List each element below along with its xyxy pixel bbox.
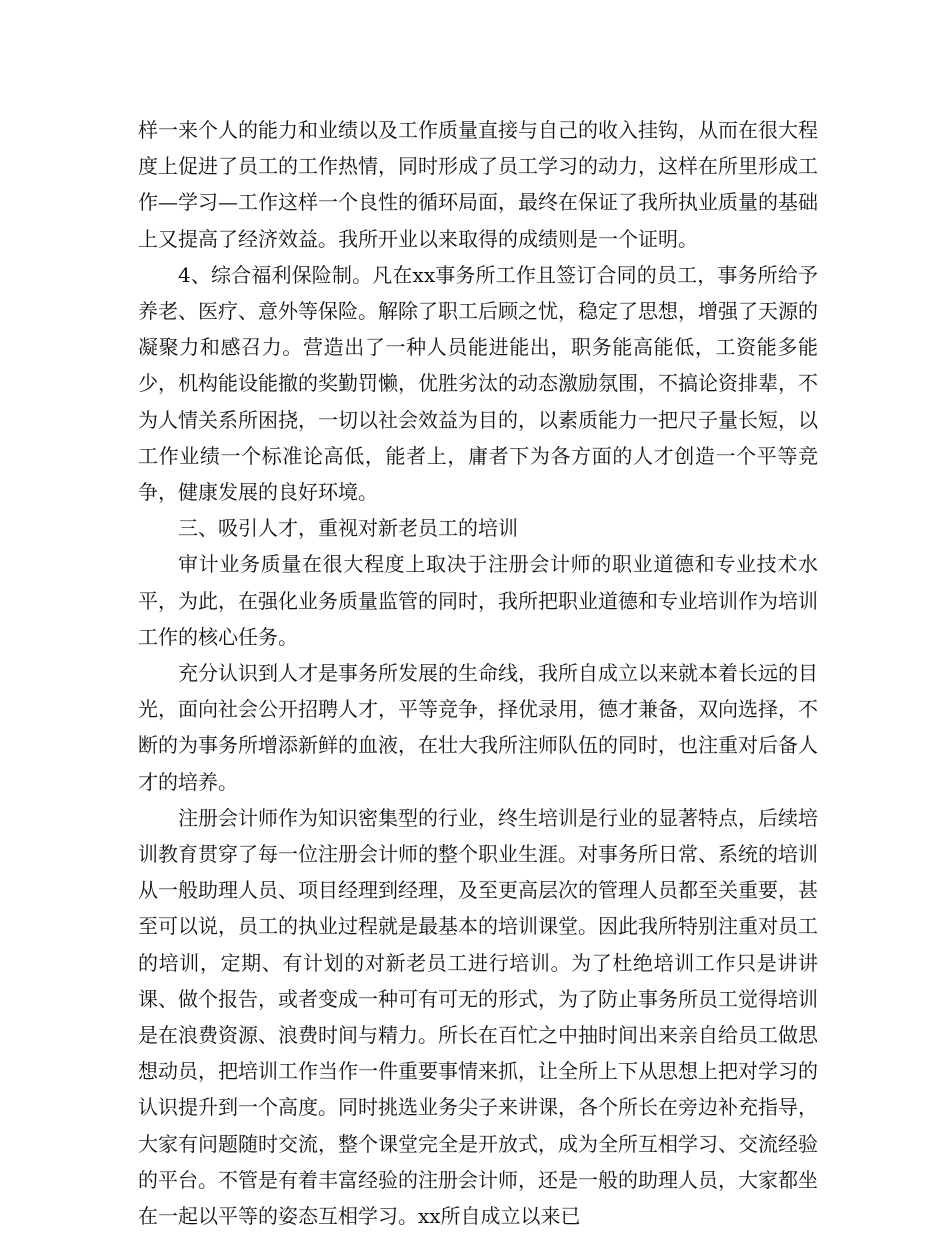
paragraph-audit-quality: 审计业务质量在很大程度上取决于注册会计师的职业道德和专业技术水平，为此，在强化业务质量监管的同时，我所把职业道德和专业培训作为培训工作的核心任务。 — [138, 552, 818, 649]
section-heading-talent-training: 三、吸引人才，重视对新老员工的培训 — [178, 516, 518, 541]
paragraph-welfare-insurance: 4、综合福利保险制。凡在xx事务所工作且签订合同的员工，事务所给予养老、医疗、意外等保险。解除了职工后顾之忧，稳定了思想，增强了天源的凝聚力和感召力。营造出了一种人员能进能出，职务能高能低，工资能多能少，机构能设能撤的奖勤罚懒，优胜劣汰的动态激励氛围，不搞论资排辈，不为人情关系所困挠，一切以社会效益为目的，以素质能力一把尺子量长短，以工作业绩一个标准论高低，能者上，庸者下为各方面的人才创造一个平等竞争，健康发展的良好环境。 — [138, 262, 818, 505]
paragraph-continuation: 样一来个人的能力和业绩以及工作质量直接与自己的收入挂钩，从而在很大程度上促进了员工的工作热情，同时形成了员工学习的动力，这样在所里形成工作—学习—工作这样一个良性的循环局面，最终在保证了我所执业质量的基础上又提高了经济效益。我所开业以来取得的成绩则是一个证明。 — [138, 118, 818, 251]
document-body — [138, 112, 818, 1234]
paragraph-cpa-training: 注册会计师作为知识密集型的行业，终生培训是行业的显著特点，后续培训教育贯穿了每一位注册会计师的整个职业生涯。对事务所日常、系统的培训从一般助理人员、项目经理到经理，及至更高层次的管理人员都至关重要，甚至可以说，员工的执业过程就是最基本的培训课堂。因此我所特别注重对员工的培训，定期、有计划的对新老员工进行培训。为了杜绝培训工作只是讲讲课、做个报告，或者变成一种可有可无的形式，为了防止事务所员工觉得培训是在浪费资源、浪费时间与精力。所长在百忙之中抽时间出来亲自给员工做思想动员，把培训工作当作一件重要事情来抓，让全所上下从思想上把对学习的认识提升到一个高度。同时挑选业务尖子来讲课，各个所长在旁边补充指导，大家有问题随时交流，整个课堂完全是开放式，成为全所互相学习、交流经验的平台。不管是有着丰富经验的注册会计师，还是一般的助理人员，大家都坐在一起以平等的姿态互相学习。xx所自成立以来已 — [138, 805, 818, 1229]
paragraph-talent-recruitment: 充分认识到人才是事务所发展的生命线，我所自成立以来就本着长远的目光，面向社会公开招聘人才，平等竞争，择优录用，德才兼备，双向选择，不断的为事务所增添新鲜的血液，在壮大我所注师队伍的同时，也注重对后备人才的培养。 — [138, 661, 818, 794]
